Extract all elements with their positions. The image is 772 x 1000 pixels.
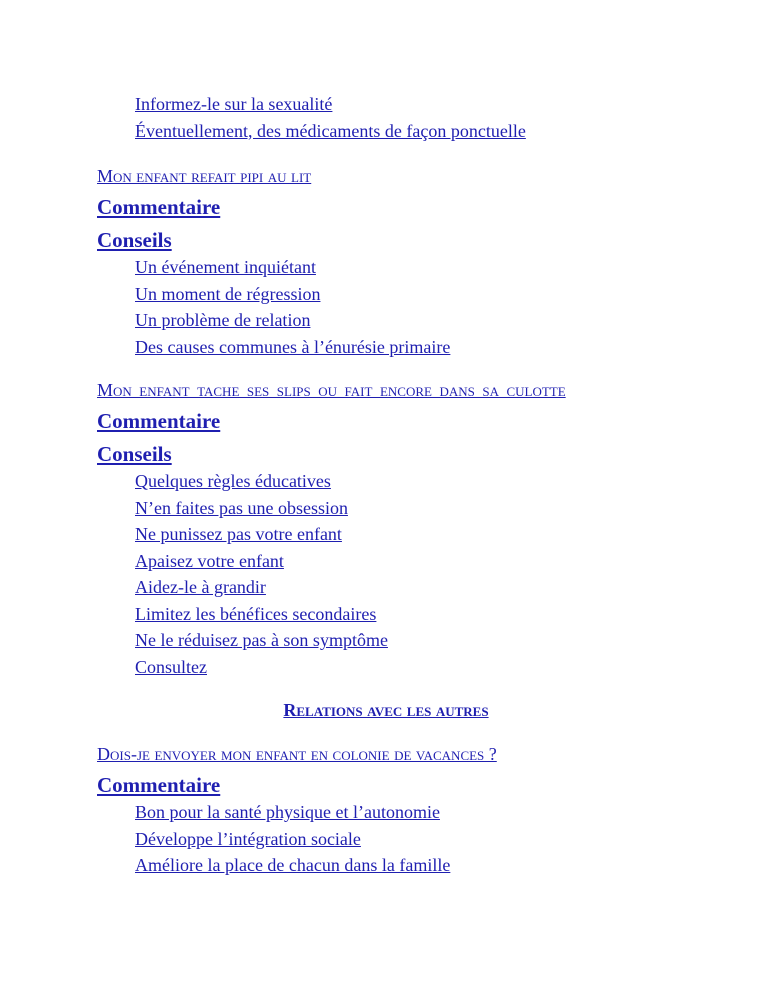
toc-chapter-pipi-au-lit[interactable]: Mon enfant refait pipi au lit (97, 166, 312, 186)
toc-link-apaisez[interactable]: Apaisez votre enfant (135, 550, 284, 571)
toc-chapter-colonie[interactable]: Dois-je envoyer mon enfant en colonie de vacances ? (97, 744, 497, 764)
toc-link-medicaments[interactable]: Éventuellement, des médicaments de façon ponctuelle (135, 120, 526, 141)
toc-link-commentaire-3[interactable]: Commentaire (97, 773, 221, 797)
toc-link-commentaire-2[interactable]: Commentaire (97, 409, 221, 433)
toc-link-integration[interactable]: Développe l’intégration sociale (135, 828, 361, 849)
toc-link-famille[interactable]: Améliore la place de chacun dans la famille (135, 855, 451, 875)
toc-link-sexualite[interactable]: Informez-le sur la sexualité (135, 94, 333, 114)
toc-link-obsession[interactable]: N’en faites pas une obsession (135, 497, 348, 518)
toc-link-regression[interactable]: Un moment de régression (135, 283, 321, 304)
toc-link-causes[interactable]: Des causes communes à l’énurésie primaire (135, 336, 451, 357)
toc-link-conseils[interactable]: Conseils (97, 228, 172, 252)
toc-link-commentaire[interactable]: Commentaire (97, 195, 221, 219)
toc-part-relations[interactable]: Relations avec les autres (283, 700, 489, 720)
toc-link-relation[interactable]: Un problème de relation (135, 310, 311, 330)
toc-link-regles[interactable]: Quelques règles éducatives (135, 471, 331, 491)
toc-link-sante[interactable]: Bon pour la santé physique et l’autonomie (135, 802, 440, 822)
toc-link-consultez[interactable]: Consultez (135, 656, 207, 677)
toc-link-symptome[interactable]: Ne le réduisez pas à son symptôme (135, 630, 388, 650)
toc-link-evenement[interactable]: Un événement inquiétant (135, 257, 316, 277)
toc-chapter-slips[interactable]: Mon enfant tache ses slips ou fait encore dans sa culotte (97, 380, 566, 400)
toc-link-punissez[interactable]: Ne punissez pas votre enfant (135, 524, 342, 544)
toc-link-benefices[interactable]: Limitez les bénéfices secondaires (135, 603, 377, 624)
toc-link-conseils-2[interactable]: Conseils (97, 442, 172, 466)
toc-link-grandir[interactable]: Aidez-le à grandir (135, 577, 266, 597)
